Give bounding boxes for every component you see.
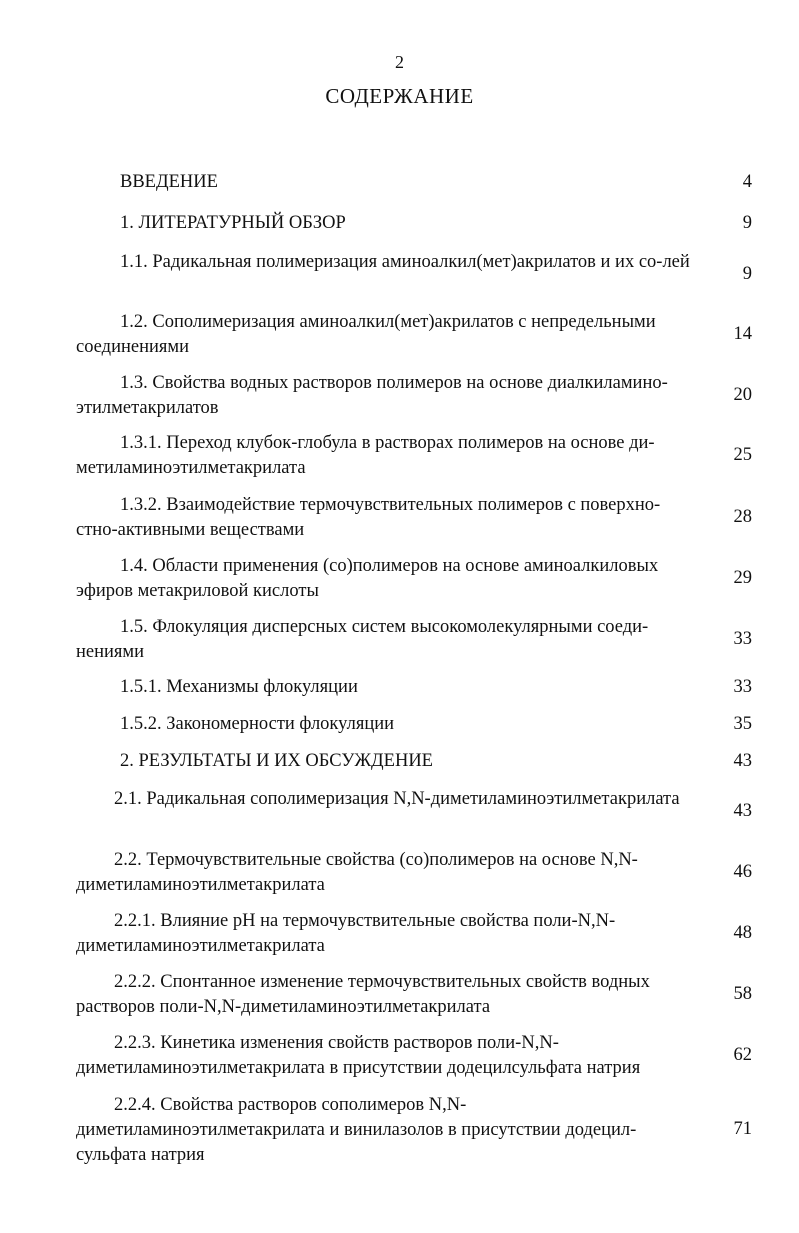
- toc-entry-page: 46: [733, 862, 752, 882]
- toc-entry[interactable]: [76, 749, 796, 774]
- toc-entry-title: 1.3.2. Взаимодействие термочувствительных полимеров с поверхно-стно-активными веществами: [76, 495, 661, 540]
- toc-entry-page: 62: [733, 1045, 752, 1065]
- toc-entry[interactable]: [76, 554, 796, 604]
- toc-entry-title: 2.2.2. Спонтанное изменение термочувствительных свойств водных растворов поли-N,N-диметиламиноэтилметакрилата: [76, 972, 650, 1017]
- toc-entry[interactable]: [76, 675, 796, 700]
- toc-entry-page: 4: [742, 172, 752, 192]
- toc-entry-title: 2.2.4. Свойства растворов сополимеров N,N-диметиламиноэтилметакрилата и винилазолов в присутствии додецил-сульфата натрия: [76, 1095, 637, 1165]
- toc-entry-page: 71: [733, 1119, 752, 1139]
- toc-entry-page: 35: [733, 714, 752, 734]
- toc-entry-page: 33: [733, 629, 752, 649]
- toc-entry-page: 43: [733, 801, 752, 821]
- toc-entry[interactable]: [76, 493, 796, 543]
- toc-entry[interactable]: [76, 909, 796, 959]
- toc-entry[interactable]: [76, 170, 796, 195]
- toc-entry-title: 1.1. Радикальная полимеризация аминоалкил(мет)акрилатов и их со-лей: [120, 252, 690, 272]
- toc-entry-title: ВВЕДЕНИЕ: [120, 172, 218, 192]
- toc-entry-page: 29: [733, 568, 752, 588]
- toc-entry-title: 1.5.2. Закономерности флокуляции: [120, 714, 395, 734]
- toc-entry[interactable]: [76, 1031, 796, 1081]
- toc-entry[interactable]: [76, 250, 796, 284]
- toc-entry-title: 1.5. Флокуляция дисперсных систем высокомолекулярными соеди-нениями: [76, 617, 649, 662]
- toc-entry-page: 48: [733, 923, 752, 943]
- toc-entry[interactable]: [76, 615, 796, 665]
- page-title: СОДЕРЖАНИЕ: [325, 84, 474, 108]
- toc-entry-page: 43: [733, 751, 752, 771]
- toc-entry[interactable]: [76, 431, 796, 481]
- toc-entry-page: 33: [733, 677, 752, 697]
- toc-entry-page: 14: [733, 324, 752, 344]
- toc-entry-title: 1. ЛИТЕРАТУРНЫЙ ОБЗОР: [120, 213, 346, 233]
- toc-entry[interactable]: [76, 848, 796, 898]
- toc-entry-title: 1.2. Сополимеризация аминоалкил(мет)акрилатов с непредельными соединениями: [76, 312, 656, 357]
- toc-entry-page: 58: [733, 984, 752, 1004]
- toc-entry-title: 1.3. Свойства водных растворов полимеров на основе диалкиламино-этилметакрилатов: [76, 373, 668, 418]
- toc-entry-title: 2.1. Радикальная сополимеризация N,N-диметиламиноэтилметакрилата: [114, 789, 680, 809]
- toc-entry[interactable]: [76, 712, 796, 737]
- toc-entry[interactable]: [76, 211, 796, 236]
- toc-entry-page: 25: [733, 445, 752, 465]
- page-number: 2: [395, 52, 404, 72]
- toc-entry-title: 1.5.1. Механизмы флокуляции: [120, 677, 358, 697]
- toc-entry[interactable]: [76, 371, 796, 421]
- toc-entry-title: 1.4. Области применения (со)полимеров на основе аминоалкиловых эфиров метакриловой кислоты: [76, 556, 659, 601]
- toc-entry-page: 9: [742, 213, 752, 233]
- toc-entry-title: 1.3.1. Переход клубок-глобула в растворах полимеров на основе ди-метиламиноэтилметакрилата: [76, 433, 655, 478]
- toc-entry-page: 9: [742, 264, 752, 284]
- toc-entry[interactable]: [76, 1093, 796, 1168]
- toc-entry[interactable]: [76, 970, 796, 1020]
- toc-entry-page: 20: [733, 385, 752, 405]
- toc-entry[interactable]: [76, 310, 796, 360]
- toc-entry-title: 2.2.1. Влияние pH на термочувствительные свойства поли-N,N-диметиламиноэтилметакрилата: [76, 911, 616, 956]
- toc-entry-title: 2.2. Термочувствительные свойства (со)полимеров на основе N,N-диметиламиноэтилметакрилата: [76, 850, 638, 895]
- toc-entry-page: 28: [733, 507, 752, 527]
- toc-entry-title: 2. РЕЗУЛЬТАТЫ И ИХ ОБСУЖДЕНИЕ: [120, 751, 433, 771]
- toc-entry-title: 2.2.3. Кинетика изменения свойств растворов поли-N,N-диметиламиноэтилметакрилата в присутствии додецилсульфата натрия: [76, 1033, 641, 1078]
- toc-entry[interactable]: [76, 787, 796, 821]
